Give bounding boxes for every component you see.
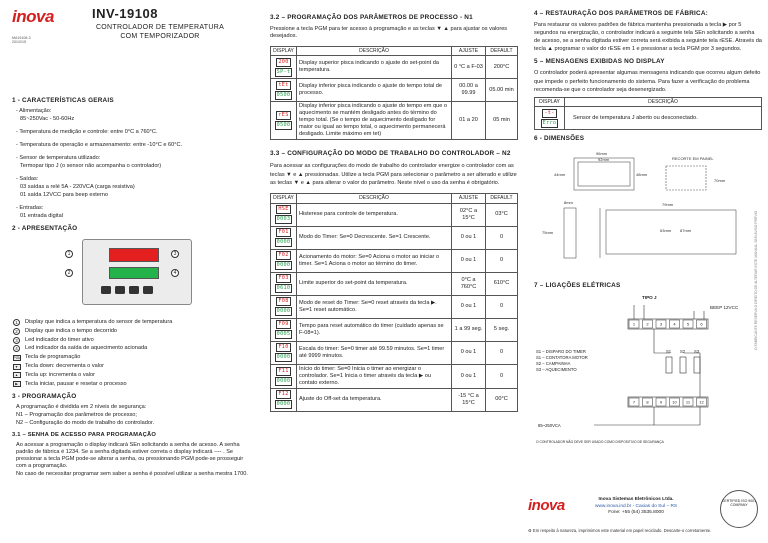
param-range: 0 ou 1 xyxy=(452,364,486,388)
table-row xyxy=(271,364,518,388)
number-1-icon: 1 xyxy=(13,319,20,326)
display-top: F01 xyxy=(278,229,289,236)
dimensions-drawing xyxy=(534,146,754,278)
paragraph: Para acessar as configurações do modo de trabalho do controlador energize o controlador com as teclas ▼ e ▲ pressionadas. Utilize a tecla PGM para selecionar o parâmetro a ser alterado e utilize as teclas ▼ e ▲ para alterar o valor do parâmetro. Neste nível o uso da senha é obrigatório. xyxy=(270,163,517,186)
display-top: -t- xyxy=(544,109,555,116)
display-bottom: 0610 xyxy=(276,285,291,292)
section-title: 5 – MENSAGENS EXIBIDAS NO DISPLAY xyxy=(534,58,665,66)
terminal-number: 12 xyxy=(699,399,704,405)
dim-label: 63mm xyxy=(660,228,672,234)
number-2-icon: 2 xyxy=(13,328,20,335)
spec-value: 01 entrada digital xyxy=(20,213,63,220)
display-bottom: 0000 xyxy=(276,377,291,384)
legend-item: 4 Led indicador da saída de aquecimento acionada xyxy=(12,345,248,352)
recycling-note: ♻ Em respeito à natureza, imprimimos este material em papel reciclado. Descarte-o corretamente. xyxy=(528,528,712,533)
table-row xyxy=(271,102,518,140)
legend-item: ▼ Tecla down: decrementa o valor xyxy=(12,363,248,370)
param-description: Escala do timer: Se=0 timer até 99.59 minutos. Se=1 timer até 9999 minutos. xyxy=(297,341,452,364)
column-left xyxy=(0,0,256,543)
revision-code: MA19108-3 20/10/15 xyxy=(12,36,31,45)
param-default: 0 xyxy=(486,249,518,272)
play-key-icon: ▶ xyxy=(13,381,21,387)
param-default: 0 xyxy=(486,341,518,364)
terminal-number: 2 xyxy=(646,321,649,327)
callout-1: 1 xyxy=(65,250,73,258)
sensor-label: TIPO J xyxy=(642,295,657,301)
display-top: F03 xyxy=(278,275,289,282)
dim-label: 8mm xyxy=(564,200,573,206)
paragraph: Para restaurar os valores padrões de fábrica mantenha pressionada a tecla ▶ por 5 segundos na energização, o controlador indicará a seguinte tela SEn solicitando a senha de acesso, se a senha digitada estiver correta será exibida a seguinte tela rESE. Através da tecla ▲ programar o valor do rESE em 1 e pressionar a tecla PGM por 3 segundos. xyxy=(534,22,762,53)
param-description: Display inferior pisca indicando o ajuste do tempo em que o aquecimento se mantém desligado antes do término do tempo total. (Se o tempo de aquecimento desligado for maior ou igual ao tempo total, o aquecimento permanecerá desligado. Limite máximo em tet) xyxy=(297,102,452,140)
temperature-display xyxy=(109,248,159,262)
relay-legend: S1 – DISPARO DO TIMER xyxy=(536,349,586,355)
paragraph: Pressione a tecla PGM para ter acesso à programação e as teclas ▼ ▲ para ajustar os valores desejados. xyxy=(270,26,508,39)
param-description: Display inferior pisca indicando o ajuste do tempo total de processo. xyxy=(297,79,452,102)
relay-legend: S3 – AQUECIMENTO xyxy=(536,367,577,373)
spec-label: - Alimentação: xyxy=(16,108,52,115)
param-description: Modo de reset do Timer: Se=0 reset através da tecla ▶. Se=1 reset automático. xyxy=(297,295,452,318)
terminal-number: 7 xyxy=(632,399,636,405)
table-row xyxy=(271,79,518,102)
company-site-link[interactable]: www.inova.ind.br - Caxias do Sul – RS xyxy=(595,503,678,509)
param-range: 0 °C a F-03 xyxy=(452,56,486,79)
presentation-legend xyxy=(12,319,248,388)
table-row: -t- Erro Sensor de temperatura J aberto ou desconectado. xyxy=(535,107,762,130)
param-description: Histerese para controle de temperatura. xyxy=(297,203,452,226)
param-range: 0°C a 760°C xyxy=(452,272,486,295)
display-bottom: SP-t xyxy=(276,68,291,75)
param-default: 0 xyxy=(486,364,518,388)
subsection-title: 3.1 – SENHA DE ACESSO PARA PROGRAMAÇÃO xyxy=(12,431,157,438)
section-title: 4 – RESTAURAÇÃO DOS PARÂMETROS DE FÁBRICA: xyxy=(534,10,708,17)
param-description: Ajuste do Off-set da temperatura. xyxy=(297,388,452,411)
terminal-number: 5 xyxy=(686,321,690,327)
device-keys xyxy=(101,286,153,294)
legend-item: ▲ Tecla up: incrementa o valor xyxy=(12,372,248,379)
callout-2: 2 xyxy=(65,269,73,277)
display-top: F02 xyxy=(278,252,289,259)
param-description: Modo do Timer: Se=0 Decrescente. Se=1 Crescente. xyxy=(297,226,452,249)
spec-label: - Saídas: xyxy=(16,176,39,183)
model-title: INV-19108 xyxy=(92,6,158,21)
n2-config-table: DISPLAY DESCRIÇÃO AJUSTE DEFAULT HSE 0003 Histerese para controle de temperatura. 02°C a 15°C 03°C F01 0000 Modo do Timer: Se=0 Decrescente. Se=1 Crescente. 0 ou 1 0 F02 0000 Acionamento do motor: Se=0 Aciona o motor ao iniciar o timer. Se=1 Aciona o motor ao término do timer. 0 ou 1 0 F03 0610 Limite superior do set-point da temperatura. 0°C a 760°C 610°C F08 0000 Modo de reset do Timer: Se=0 reset através da tecla ▶. Se=1 reset automático. 0 ou 1 0 F09 0005 Tempo para reset automático do timer (cuidado apenas se F-08=1). 1 a 99 seg. 5 seg. F10 0000 Escala do timer: Se=0 timer até 99.59 minutos. Se=1 timer até 9999 minutos. 0 ou 1 0 F11 0000 Início do timer: Se=0 Inicia o timer ao energizar o controlador. Se=1 Inicia o timer através da tecla ▶ ou contato externo. 0 ou 1 0 F12 0000 Ajuste do Off-set da temperatura. -15 °C a 15°C 00°C xyxy=(270,193,518,411)
beep-label: BEEP 12VCC xyxy=(710,305,739,311)
legend-item: ▶ Tecla iniciar, pausar e resetar o processo xyxy=(12,381,248,388)
param-range: 0 ou 1 xyxy=(452,226,486,249)
param-default: 00°C xyxy=(486,388,518,411)
table-row xyxy=(271,341,518,364)
terminal-number: 3 xyxy=(659,321,663,327)
table-row xyxy=(271,272,518,295)
param-range: 0 ou 1 xyxy=(452,295,486,318)
terminal-number: 1 xyxy=(632,321,636,327)
brand-logo: inova xyxy=(12,7,54,26)
section-title: 1 - CARACTERÍSTICAS GERAIS xyxy=(12,97,114,105)
table-row xyxy=(271,226,518,249)
relay-legend: S1 – CONTATORA MOTOR xyxy=(536,355,588,361)
display-bottom: 0003 xyxy=(276,216,291,223)
terminal-number: 6 xyxy=(700,321,703,327)
param-default: 03°C xyxy=(486,203,518,226)
param-description: Tempo para reset automático do timer (cuidado apenas se F-08=1). xyxy=(297,318,452,341)
display-top: F12 xyxy=(278,391,289,398)
section-title: 3.2 – PROGRAMAÇÃO DOS PARÂMETROS DE PROCESSO - N1 xyxy=(270,14,473,21)
relay-label: S3 xyxy=(694,349,700,355)
timer-display xyxy=(109,267,159,279)
param-default: 200°C xyxy=(486,56,518,79)
terminal-number: 8 xyxy=(646,399,649,405)
table-row xyxy=(271,388,518,411)
relay-legend: S2 – CAMPAINHA xyxy=(536,361,571,367)
section-title: 3.3 – CONFIGURAÇÃO DO MODO DE TRABALHO DO CONTROLADOR – N2 xyxy=(270,150,511,158)
section-title: 7 – LIGAÇÕES ELÉTRICAS xyxy=(534,282,621,290)
param-default: 05.00 min xyxy=(486,79,518,102)
param-range: 02°C a 15°C xyxy=(452,203,486,226)
wiring-diagram xyxy=(534,293,762,453)
dim-label: 79mm xyxy=(662,202,674,208)
display-top: 200 xyxy=(278,58,289,65)
display-bottom: Erro xyxy=(542,119,557,126)
dim-label: 87mm xyxy=(680,228,692,234)
display-top: F10 xyxy=(278,344,289,351)
display-bottom: 0000 xyxy=(276,354,291,361)
dim-label: 96mm xyxy=(596,151,608,157)
param-default: 610°C xyxy=(486,272,518,295)
param-range: 00.00 a 99.99 xyxy=(452,79,486,102)
dim-label: 44mm xyxy=(554,172,566,178)
section-title: 3 - PROGRAMAÇÃO xyxy=(12,392,77,400)
display-top: HSE xyxy=(278,206,289,213)
terminal-number: 4 xyxy=(673,321,676,327)
relay-label: S1 xyxy=(666,349,672,355)
param-description: Limite superior do set-point da temperatura. xyxy=(297,272,452,295)
number-3-icon: 3 xyxy=(13,337,20,344)
display-top: rES xyxy=(278,112,289,119)
param-range: -15 °C a 15°C xyxy=(452,388,486,411)
terminal-number: 10 xyxy=(672,399,677,405)
paragraph: N1 – Programação dos parâmetros de processo; xyxy=(16,411,137,418)
messages-table: DISPLAY DESCRIÇÃO -t- Erro Sensor de temperatura J aberto ou desconectado. xyxy=(534,97,762,130)
param-description: Acionamento do motor: Se=0 Aciona o motor ao iniciar o timer. Se=1 Aciona o motor ao término do timer. xyxy=(297,249,452,272)
display-bottom: 0500 xyxy=(276,91,291,98)
down-key-icon: ▼ xyxy=(13,364,21,370)
param-description: Display superior pisca indicando o ajuste do set-point da temperatura. xyxy=(297,56,452,79)
display-bottom: 0000 xyxy=(276,308,291,315)
legend-item: PGM Tecla de programação xyxy=(13,354,81,361)
paragraph: A programação é dividida em 2 níveis de segurança: xyxy=(16,403,147,410)
product-subtitle: CONTROLADOR DE TEMPERATURA COM TEMPORIZADOR xyxy=(95,24,225,40)
display-top: F11 xyxy=(278,367,289,374)
spec-line: - Temperatura de medição e controle: entre 0°C a 760°C. xyxy=(16,129,158,136)
spec-value: 85~250Vac - 50-60Hz xyxy=(20,116,75,123)
spec-value: 03 saídas a relé 5A - 220VCA (carga resistiva) xyxy=(20,184,135,191)
terminal-number: 11 xyxy=(685,399,691,405)
param-range: 01 a 20 xyxy=(452,102,486,140)
column-right xyxy=(528,0,768,543)
spec-label: - Entradas: xyxy=(16,205,44,212)
param-default: 0 xyxy=(486,226,518,249)
paragraph: O controlador poderá apresentar algumas mensagens indicando que ocorreu algum defeito que impede o perfeito funcionamento do sistema. Para fazer a verificação do problema recomenda-se que o controlador seja desenergizado. xyxy=(534,70,761,93)
spec-label: - Sensor de temperatura utilizado: xyxy=(16,155,101,162)
section-title: 6 - DIMENSÕES xyxy=(534,135,585,143)
display-bottom: 0000 xyxy=(276,239,291,246)
display-bottom: 0000 xyxy=(276,401,291,408)
param-range: 0 ou 1 xyxy=(452,249,486,272)
legend-item: 2 Display que indica o tempo decorrido xyxy=(12,328,248,335)
dim-label: 48mm xyxy=(636,172,648,178)
display-bottom: 0005 xyxy=(276,331,291,338)
device-front-illustration xyxy=(67,239,192,305)
terminal-number: 9 xyxy=(659,399,663,405)
dim-label: 75mm xyxy=(542,230,554,236)
legend-item: 1 Display que indica a temperatura do sensor de temperatura xyxy=(12,319,248,326)
dim-label: 70mm xyxy=(714,178,726,184)
pgm-key-icon: PGM xyxy=(13,355,22,360)
spec-value: 01 saída 12VCC para beep externo xyxy=(20,192,109,199)
paragraph: No caso de necessitar programar sem saber a senha é possível utilizar a senha mestra 1700. xyxy=(16,470,248,477)
relay-label: S2 xyxy=(680,349,686,355)
param-range: 0 ou 1 xyxy=(452,341,486,364)
iso-certification-seal: CERTIFIED ISO 9001 COMPANY xyxy=(720,490,758,528)
n1-parameter-table: DISPLAY DESCRIÇÃO AJUSTE DEFAULT 200 SP-t Display superior pisca indicando o ajuste do set-point da temperatura. 0 °C a F-03 200°C tEt 0500 Display inferior pisca indicando o ajuste do tempo total de processo. 00.00 a 99.99 05.00 min rES 0500 Display inferior pisca indicando o ajuste do tempo em que o aquecimento se mantém desligado antes do término do tempo total. (Se o tempo de aquecimento desligado for maior ou igual ao tempo total, o aquecimento permanecerá desligado. Limite máximo em tet) 01 a 20 05 min xyxy=(270,46,518,140)
table-row xyxy=(271,249,518,272)
display-bottom: 0000 xyxy=(276,262,291,269)
table-row xyxy=(271,56,518,79)
param-default: 0 xyxy=(486,295,518,318)
up-key-icon: ▲ xyxy=(13,372,21,378)
safety-note: O CONTROLADOR NÃO DEVE SER USADO COMO DISPOSITIVO DE SEGURANÇA xyxy=(536,440,664,445)
number-4-icon: 4 xyxy=(13,345,20,352)
column-middle xyxy=(260,0,524,543)
spec-line: - Temperatura de operação e armazenamento: entre -10°C e 60°C. xyxy=(16,142,183,149)
callout-4: 4 xyxy=(171,269,179,277)
dim-label: 92mm xyxy=(598,157,610,163)
param-range: 1 a 99 seg. xyxy=(452,318,486,341)
paragraph: Ao acessar a programação o display indicará SEn solicitando a senha de acesso. A senha padrão de fábrica é 1234. Se a senha digitada estiver correta o display indicará ---- . Se pressionar a tecla PGM pode-se alterar a senha, ou pressionando PGM pode-se prosseguir com a programação. xyxy=(16,441,244,469)
display-top: F08 xyxy=(278,298,289,305)
param-description: Início do timer: Se=0 Inicia o timer ao energizar o controlador. Se=1 Inicia o timer através da tecla ▶ ou contato externo. xyxy=(297,364,452,388)
display-bottom: 0500 xyxy=(276,122,291,129)
section-title: 2 - APRESENTAÇÃO xyxy=(12,225,78,233)
spec-value: Termopar tipo J (o sensor não acompanha o controlador) xyxy=(20,163,162,170)
display-top: tEt xyxy=(278,81,289,88)
company-info: Inova Sistemas Eletrônicos Ltda. www.inova.ind.br - Caxias do Sul – RS Fone: +55 (54) 3535.8000 xyxy=(595,497,678,516)
footer-logo: inova xyxy=(528,497,565,514)
table-row xyxy=(271,203,518,226)
table-row xyxy=(271,295,518,318)
paragraph: N2 – Configuração do modo de trabalho do controlador. xyxy=(16,419,155,426)
table-row xyxy=(271,318,518,341)
supply-label: 85~250VCA xyxy=(538,423,561,429)
callout-3: 3 xyxy=(171,250,179,258)
legend-item: 3 Led indicador do timer ativo xyxy=(12,337,248,344)
disclaimer-vertical: O FABRICANTE RESERVA O DIREITO DE ALTERAR ESTE MANUAL SEM AVISO PRÉVIO xyxy=(754,210,758,350)
param-default: 5 seg. xyxy=(486,318,518,341)
param-default: 05 min xyxy=(486,102,518,140)
dim-label: RECORTE EM PAINEL xyxy=(672,156,714,162)
display-top: F09 xyxy=(278,321,289,328)
